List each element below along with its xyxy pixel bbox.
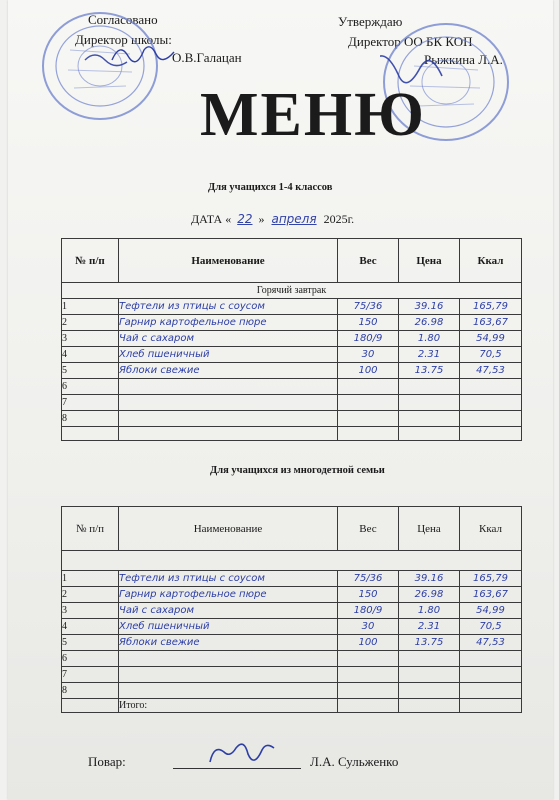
dish-name xyxy=(119,395,338,411)
dish-weight: 30 xyxy=(338,619,399,635)
date-suffix: 2025г. xyxy=(323,212,355,226)
table-row xyxy=(62,299,522,315)
dish-kcal: 47,53 xyxy=(460,635,522,651)
table-row xyxy=(62,635,522,651)
dish-name: Тефтели из птицы с соусом xyxy=(119,299,338,315)
table-row xyxy=(62,395,522,411)
dish-kcal xyxy=(460,683,522,699)
dish-weight: 150 xyxy=(338,315,399,331)
dish-price: 1.80 xyxy=(399,603,460,619)
col-num: № п/п xyxy=(62,239,119,283)
dish-price: 13.75 xyxy=(399,635,460,651)
dish-name: Тефтели из птицы с соусом xyxy=(119,571,338,587)
row-number: 8 xyxy=(62,411,119,427)
dish-kcal: 163,67 xyxy=(460,587,522,603)
total-label: Итого: xyxy=(119,699,338,713)
dish-name: Яблоки свежие xyxy=(119,363,338,379)
table-header-row xyxy=(62,507,522,551)
category-row xyxy=(62,283,522,299)
dish-kcal: 54,99 xyxy=(460,331,522,347)
dish-price xyxy=(399,683,460,699)
dish-kcal: 70,5 xyxy=(460,619,522,635)
dish-price xyxy=(399,395,460,411)
section2-subtitle: Для учащихся из многодетной семьи xyxy=(210,465,385,476)
col-name: Наименование xyxy=(119,507,338,551)
row-number: 2 xyxy=(62,587,119,603)
dish-price xyxy=(399,667,460,683)
confirm-label: Утверждаю xyxy=(338,14,403,29)
dish-weight: 100 xyxy=(338,635,399,651)
total-row xyxy=(62,699,522,713)
dish-weight: 75/36 xyxy=(338,571,399,587)
table-row xyxy=(62,603,522,619)
table-row xyxy=(62,411,522,427)
dish-name xyxy=(119,651,338,667)
table-row xyxy=(62,363,522,379)
table-row xyxy=(62,315,522,331)
dish-name: Гарнир картофельное пюре xyxy=(119,587,338,603)
dish-kcal: 165,79 xyxy=(460,299,522,315)
dish-price: 39.16 xyxy=(399,299,460,315)
cook-signature xyxy=(204,740,280,770)
dish-name: Яблоки свежие xyxy=(119,635,338,651)
row-number: 1 xyxy=(62,571,119,587)
row-number: 7 xyxy=(62,395,119,411)
dish-price xyxy=(399,379,460,395)
row-number: 5 xyxy=(62,635,119,651)
dish-weight: 75/36 xyxy=(338,299,399,315)
dish-price: 26.98 xyxy=(399,315,460,331)
dish-name: Чай с сахаром xyxy=(119,331,338,347)
approved-by: Директор школы: xyxy=(75,32,172,47)
table-blank-row xyxy=(62,427,522,441)
date-prefix: ДАТА « xyxy=(191,212,232,226)
dish-name xyxy=(119,667,338,683)
table-row xyxy=(62,651,522,667)
table-row xyxy=(62,379,522,395)
dish-kcal: 163,67 xyxy=(460,315,522,331)
table-row xyxy=(62,347,522,363)
dish-weight: 100 xyxy=(338,363,399,379)
cook-name: Л.А. Сульженко xyxy=(310,754,399,769)
dish-price xyxy=(399,411,460,427)
dish-name: Хлеб пшеничный xyxy=(119,619,338,635)
confirm-by: Директор ОО БК КОП xyxy=(348,34,473,49)
col-weight: Вес xyxy=(338,507,399,551)
table-spacer-row xyxy=(62,551,522,571)
dish-price: 13.75 xyxy=(399,363,460,379)
dish-weight xyxy=(338,683,399,699)
col-price: Цена xyxy=(399,507,460,551)
table-row xyxy=(62,667,522,683)
date-day: 22 xyxy=(237,212,253,226)
dish-kcal: 54,99 xyxy=(460,603,522,619)
dish-price: 1.80 xyxy=(399,331,460,347)
approved-label: Согласовано xyxy=(88,12,158,27)
dish-weight xyxy=(338,651,399,667)
dish-kcal: 47,53 xyxy=(460,363,522,379)
row-number: 5 xyxy=(62,363,119,379)
dish-weight: 180/9 xyxy=(338,331,399,347)
dish-weight xyxy=(338,395,399,411)
dish-price: 2.31 xyxy=(399,347,460,363)
table-row xyxy=(62,587,522,603)
table-row xyxy=(62,331,522,347)
page-title: МЕНЮ xyxy=(200,81,426,149)
menu-date xyxy=(191,212,354,227)
dish-name: Хлеб пшеничный xyxy=(119,347,338,363)
dish-kcal: 165,79 xyxy=(460,571,522,587)
dish-price: 2.31 xyxy=(399,619,460,635)
menu-table-primary xyxy=(61,238,522,441)
col-kcal: Ккал xyxy=(460,239,522,283)
dish-weight xyxy=(338,667,399,683)
dish-kcal xyxy=(460,651,522,667)
dish-name: Чай с сахаром xyxy=(119,603,338,619)
table-row xyxy=(62,571,522,587)
menu-document xyxy=(8,0,553,800)
col-num: № п/п xyxy=(62,507,119,551)
col-name: Наименование xyxy=(119,239,338,283)
dish-name xyxy=(119,411,338,427)
date-mid: » xyxy=(258,212,265,226)
dish-price xyxy=(399,651,460,667)
table-row xyxy=(62,683,522,699)
dish-kcal xyxy=(460,395,522,411)
cook-label: Повар: xyxy=(88,754,126,769)
table-row xyxy=(62,619,522,635)
category-label: Горячий завтрак xyxy=(62,283,522,299)
row-number: 4 xyxy=(62,619,119,635)
dish-weight: 30 xyxy=(338,347,399,363)
dish-weight: 180/9 xyxy=(338,603,399,619)
col-weight: Вес xyxy=(338,239,399,283)
row-number: 6 xyxy=(62,651,119,667)
dish-weight: 150 xyxy=(338,587,399,603)
row-number: 4 xyxy=(62,347,119,363)
dish-weight xyxy=(338,379,399,395)
row-number: 3 xyxy=(62,331,119,347)
row-number: 2 xyxy=(62,315,119,331)
dish-price: 39.16 xyxy=(399,571,460,587)
dish-kcal: 70,5 xyxy=(460,347,522,363)
menu-table-large-family xyxy=(61,506,522,713)
dish-name: Гарнир картофельное пюре xyxy=(119,315,338,331)
row-number: 6 xyxy=(62,379,119,395)
dish-weight xyxy=(338,411,399,427)
dish-name xyxy=(119,683,338,699)
confirm-name: Рыжкина Л.А. xyxy=(424,52,503,67)
dish-kcal xyxy=(460,379,522,395)
row-number: 7 xyxy=(62,667,119,683)
row-number: 8 xyxy=(62,683,119,699)
col-price: Цена xyxy=(399,239,460,283)
date-month: апреля xyxy=(271,212,317,226)
row-number: 3 xyxy=(62,603,119,619)
dish-name xyxy=(119,379,338,395)
dish-kcal xyxy=(460,667,522,683)
row-number: 1 xyxy=(62,299,119,315)
approved-name: О.В.Галацан xyxy=(172,50,242,65)
section1-subtitle: Для учащихся 1-4 классов xyxy=(208,182,333,193)
dish-price: 26.98 xyxy=(399,587,460,603)
director-signature xyxy=(108,40,178,68)
col-kcal: Ккал xyxy=(460,507,522,551)
table-header-row xyxy=(62,239,522,283)
dish-kcal xyxy=(460,411,522,427)
